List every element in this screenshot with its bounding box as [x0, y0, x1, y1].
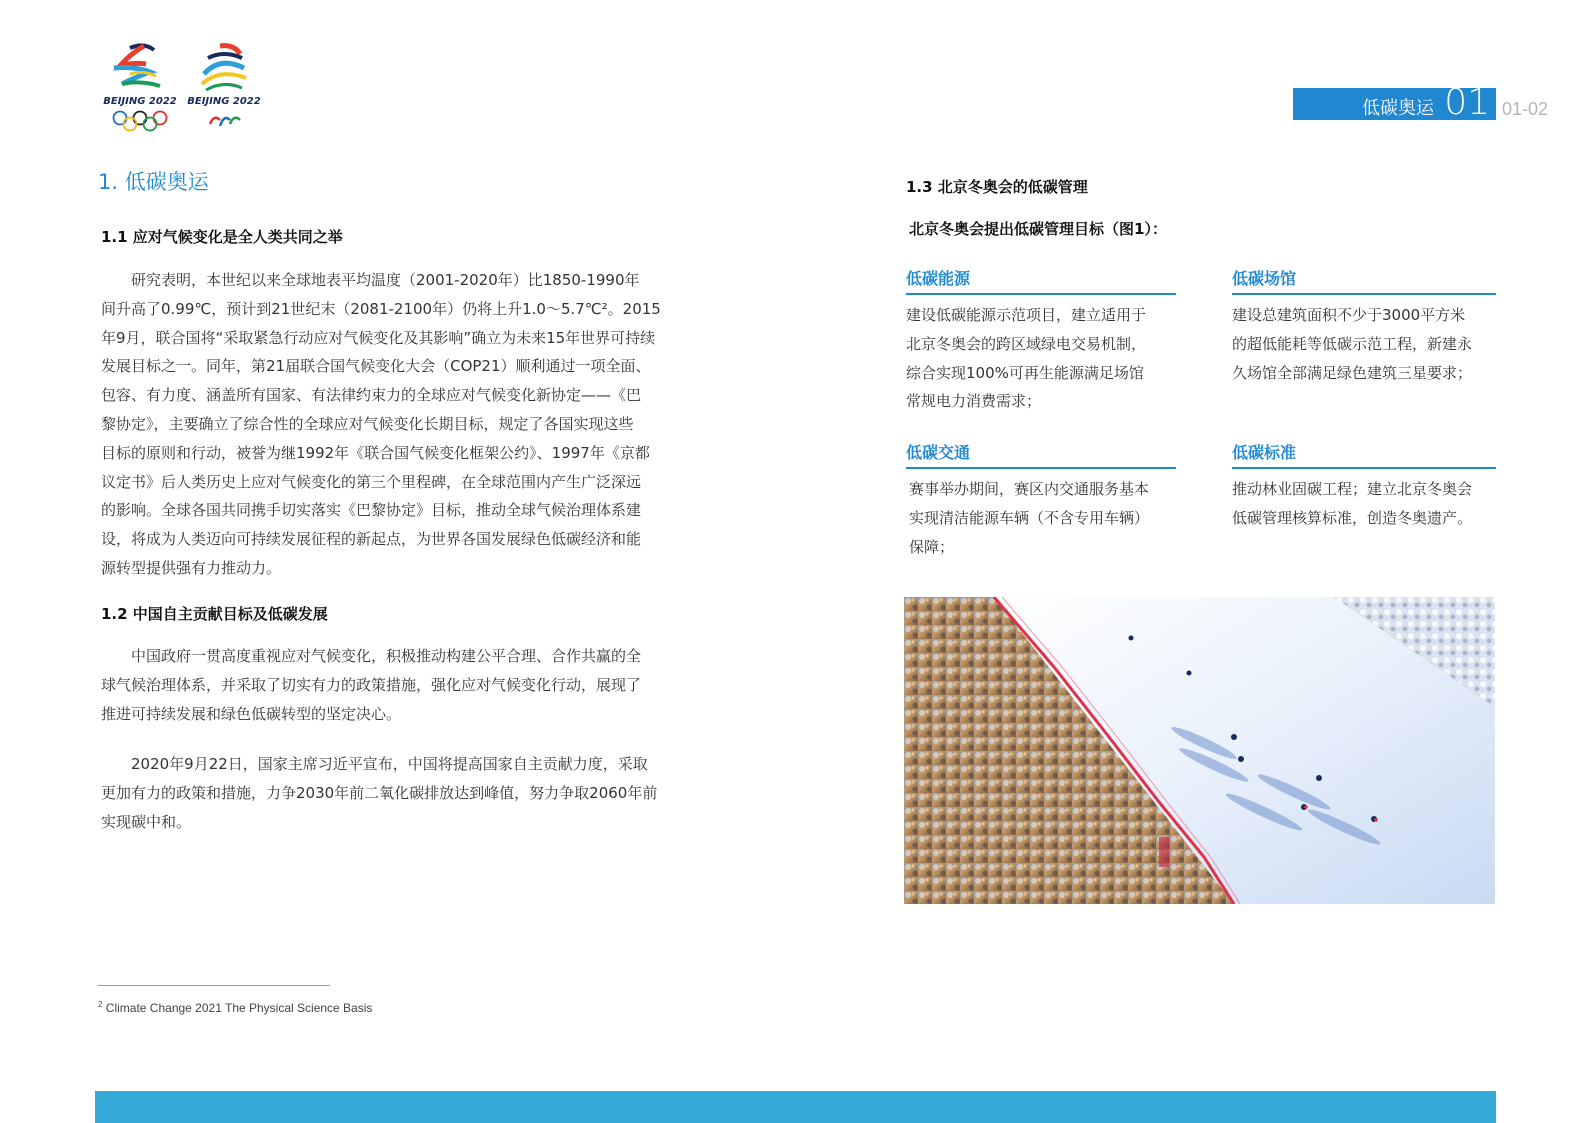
paragraph-line: 研究表明，本世纪以来全球地表平均温度（2001-2020年）比1850-1990年	[131, 271, 640, 289]
paragraph-line: 发展目标之一。同年，第21届联合国气候变化大会（COP21）顺利通过一项全面、	[101, 357, 651, 376]
page-range: 01-02	[1502, 99, 1549, 119]
card-line: 建设低碳能源示范项目，建立适用于	[906, 306, 1147, 324]
paragraph-line: 中国政府一贯高度重视应对气候变化，积极推动构建公平合理、合作共赢的全	[131, 647, 642, 665]
card-title: 低碳交通	[906, 440, 1176, 469]
card-title: 低碳标准	[1232, 440, 1496, 469]
chapter-number: 01	[1444, 82, 1490, 123]
olympic-logo-text: BEIJING 2022	[103, 96, 177, 107]
card-low-carbon-standards	[1232, 440, 1496, 533]
card-title: 低碳能源	[906, 266, 1176, 295]
card-line: 常规电力消费需求；	[906, 392, 1042, 411]
card-line: 建设总建筑面积不少于3000平方米	[1232, 306, 1466, 324]
ski-slope-image	[904, 597, 1495, 904]
paragraph-line: 球气候治理体系，并采取了切实有力的政策措施，强化应对气候变化行动，展现了	[101, 675, 642, 694]
beijing-2022-paralympic-logo	[184, 40, 264, 132]
paragraph-line: 源转型提供强有力推动力。	[101, 558, 282, 577]
subsection-1-1-title: 1.1 应对气候变化是全人类共同之举	[101, 228, 343, 246]
olympic-emblem-icon	[100, 40, 180, 96]
paragraph-line: 的影响。全球各国共同携手切实落实《巴黎协定》目标，推动全球气候治理体系建	[101, 501, 642, 520]
paralympic-emblem-icon	[184, 40, 264, 96]
paragraph-line: 包容、有力度、涵盖所有国家、有法律约束力的全球应对气候变化新协定——《巴	[101, 386, 642, 405]
paragraph-line: 更加有力的政策和措施，力争2030年前二氧化碳排放达到峰值，努力争取2060年前	[101, 783, 658, 802]
paragraph-line: 2020年9月22日，国家主席习近平宣布，中国将提高国家自主贡献力度，采取	[131, 755, 648, 773]
card-line: 综合实现100%可再生能源满足场馆	[906, 363, 1144, 382]
agitos-icon	[206, 110, 242, 132]
targets-intro: 北京冬奥会提出低碳管理目标（图1）：	[909, 220, 1167, 238]
card-low-carbon-transport	[906, 440, 1176, 561]
card-title: 低碳场馆	[1232, 266, 1496, 295]
card-line: 久场馆全部满足绿色建筑三星要求；	[1232, 363, 1473, 382]
subsection-1-2-title: 1.2 中国自主贡献目标及低碳发展	[101, 605, 328, 623]
footnote-marker: 2	[98, 1000, 103, 1009]
paragraph-line: 目标的原则和行动，被誉为继1992年《联合国气候变化框架公约》、1997年《京都	[101, 443, 650, 462]
card-line: 北京冬奥会的跨区域绿电交易机制，	[906, 334, 1147, 353]
paragraph-line: 议定书》后人类历史上应对气候变化的第三个里程碑，在全球范围内产生广泛深远	[101, 472, 642, 491]
card-body	[1232, 475, 1496, 533]
paragraph-line: 间升高了0.99℃，预计到21世纪末（2081-2100年）仍将上升1.0～5.7℃²。2015	[101, 299, 661, 318]
card-body	[1232, 301, 1496, 387]
paragraph-line: 年9月，联合国将“采取紧急行动应对气候变化及其影响”确立为未来15年世界可持续	[101, 328, 656, 347]
paragraph-1-1	[101, 266, 697, 583]
bottom-bar	[95, 1091, 1496, 1123]
card-line: 赛事举办期间，赛区内交通服务基本	[909, 480, 1150, 498]
subsection-1-3-title: 1.3 北京冬奥会的低碳管理	[906, 178, 1088, 196]
chapter-tab	[1293, 82, 1496, 123]
paragraph-1-2-a	[101, 642, 697, 728]
card-line: 实现清洁能源车辆（不含专用车辆）	[909, 508, 1150, 527]
card-line: 低碳管理核算标准，创造冬奥遗产。	[1232, 508, 1473, 527]
card-body	[906, 301, 1176, 416]
footnote-divider	[98, 985, 330, 986]
footnote	[98, 1000, 372, 1015]
card-line: 推动林业固碳工程；建立北京冬奥会	[1232, 480, 1473, 498]
card-low-carbon-venues	[1232, 266, 1496, 387]
paragraph-1-2-b	[101, 750, 697, 836]
card-line: 的超低能耗等低碳示范工程，新建永	[1232, 334, 1473, 353]
paragraph-line: 设，将成为人类迈向可持续发展征程的新起点，为世界各国发展绿色低碳经济和能	[101, 530, 642, 549]
card-body	[906, 475, 1176, 561]
card-line: 保障；	[909, 537, 955, 556]
paralympic-logo-text: BEIJING 2022	[187, 96, 261, 107]
paragraph-line: 实现碳中和。	[101, 812, 192, 831]
paragraph-line: 推进可持续发展和绿色低碳转型的坚定决心。	[101, 704, 402, 723]
ski-slope-photo	[904, 597, 1495, 904]
footnote-text: Climate Change 2021 The Physical Science Basis	[105, 1001, 373, 1015]
olympic-rings-icon	[108, 110, 172, 132]
card-low-carbon-energy	[906, 266, 1176, 416]
paragraph-line: 黎协定》，主要确立了综合性的全球应对气候变化长期目标，规定了各国实现这些	[101, 414, 634, 433]
chapter-title: 低碳奥运	[1362, 98, 1434, 119]
beijing-2022-olympic-logo	[100, 40, 180, 132]
section-title: 1. 低碳奥运	[98, 170, 209, 194]
